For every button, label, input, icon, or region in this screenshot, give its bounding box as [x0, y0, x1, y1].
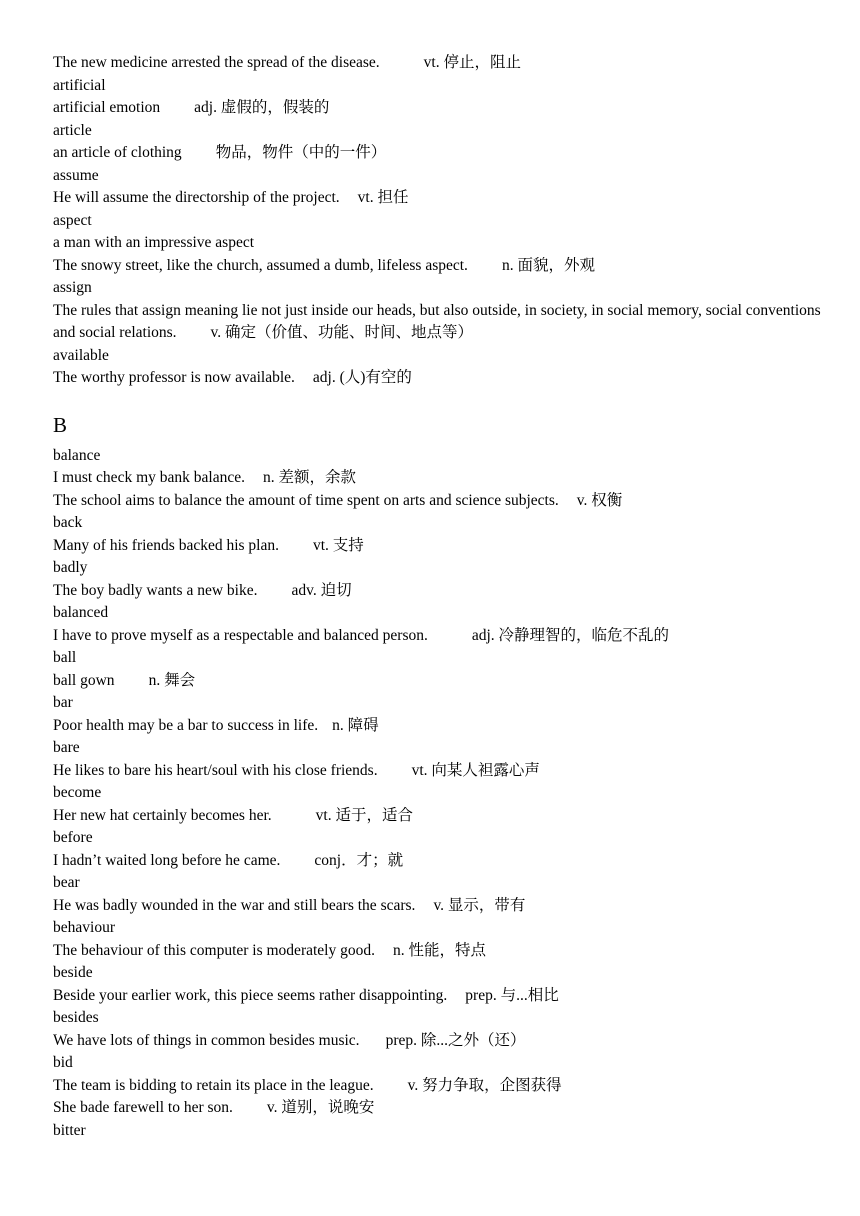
definition: vt. 适于，适合 [315, 806, 413, 824]
headword [53, 512, 833, 535]
definition: v. 显示，带有 [433, 896, 526, 914]
example-line [53, 467, 833, 490]
headword-text: badly [53, 559, 88, 576]
headword-text: balanced [53, 604, 109, 621]
headword-text: aspect [53, 211, 92, 229]
headword-text: balance [53, 446, 101, 464]
headword [53, 1120, 833, 1143]
headword-text: artificial [53, 76, 106, 94]
example-line [53, 670, 833, 693]
vocabulary-page [53, 52, 833, 1142]
example-sentence: I hadn’t waited long before he came. [53, 851, 281, 869]
headword-text: assign [53, 279, 92, 296]
headword-text: article [53, 121, 92, 139]
example-sentence: an article of clothing [53, 144, 182, 161]
example-sentence: We have lots of things in common besides music. [53, 1031, 360, 1049]
example-sentence: Beside your earlier work, this piece seems rather disappointing. [53, 986, 448, 1004]
example-line [53, 625, 833, 648]
section-a-entries [53, 52, 833, 390]
headword [53, 557, 833, 580]
definition: prep. 除...之外（还） [385, 1031, 526, 1049]
example-line [53, 255, 833, 278]
definition: conj．才；就 [314, 851, 404, 869]
headword-text: beside [53, 964, 93, 981]
definition: prep. 与...相比 [465, 986, 559, 1004]
headword [53, 210, 833, 233]
example-sentence: artificial emotion [53, 99, 161, 116]
example-sentence: The new medicine arrested the spread of the disease. [53, 54, 380, 71]
headword [53, 782, 833, 805]
definition: n. 差额，余款 [262, 469, 356, 486]
definition: n. 面貌，外观 [501, 256, 595, 274]
headword-text: become [53, 784, 102, 801]
headword [53, 120, 833, 143]
definition: vt. 支持 [313, 536, 364, 554]
headword-text: behaviour [53, 919, 115, 936]
headword [53, 827, 833, 850]
headword-text: available [53, 346, 109, 364]
example-sentence: He will assume the directorship of the project. [53, 189, 340, 206]
example-sentence: Her new hat certainly becomes her. [53, 806, 272, 824]
example-line [53, 580, 833, 603]
headword [53, 1007, 833, 1030]
headword [53, 917, 833, 940]
example-sentence: ball gown [53, 671, 115, 689]
example-sentence: Poor health may be a bar to success in life. [53, 716, 319, 734]
definition: adj. (人)有空的 [312, 369, 412, 386]
example-line [53, 805, 833, 828]
example-line [53, 187, 833, 210]
definition: adv. 迫切 [291, 581, 352, 599]
example-sentence: a man with an impressive aspect [53, 234, 255, 251]
example-sentence: She bade farewell to her son. [53, 1099, 233, 1116]
definition: v. 权衡 [576, 491, 623, 509]
definition: adj. 虚假的，假装的 [194, 99, 330, 116]
example-line [53, 97, 833, 120]
example-sentence: The worthy professor is now available. [53, 369, 295, 386]
headword-text: bid [53, 1054, 73, 1071]
headword [53, 1052, 833, 1075]
headword [53, 277, 833, 300]
definition: n. 舞会 [148, 671, 196, 689]
headword [53, 75, 833, 98]
example-sentence: He was badly wounded in the war and still bears the scars. [53, 896, 416, 914]
example-line [53, 52, 833, 75]
example-sentence: The rules that assign meaning lie not just inside our heads, but also outside, in society, in social memory, social conventions and social relations. [53, 301, 821, 341]
definition: v. 努力争取，企图获得 [407, 1076, 562, 1094]
headword [53, 165, 833, 188]
example-sentence: I must check my bank balance. [53, 469, 245, 486]
example-sentence: He likes to bare his heart/soul with his close friends. [53, 761, 378, 779]
definition: adj. 冷静理智的，临危不乱的 [471, 626, 670, 644]
headword [53, 445, 833, 468]
definition: 物品，物件（中的一件） [215, 144, 387, 161]
headword [53, 872, 833, 895]
example-line [53, 1097, 833, 1120]
example-sentence: The snowy street, like the church, assumed a dumb, lifeless aspect. [53, 256, 468, 274]
example-line [53, 535, 833, 558]
example-sentence: The team is bidding to retain its place in the league. [53, 1076, 374, 1094]
definition: v. 道别，说晚安 [266, 1099, 375, 1116]
example-sentence: The boy badly wants a new bike. [53, 581, 258, 599]
headword-text: before [53, 829, 93, 846]
headword [53, 737, 833, 760]
headword-text: bear [53, 874, 80, 891]
headword-text: bar [53, 694, 73, 711]
headword [53, 962, 833, 985]
headword-text: bare [53, 739, 80, 756]
headword [53, 345, 833, 368]
example-line [53, 232, 833, 255]
headword [53, 647, 833, 670]
example-line [53, 300, 833, 345]
headword [53, 692, 833, 715]
headword-text: besides [53, 1009, 99, 1026]
definition: vt. 担任 [357, 189, 409, 206]
example-line [53, 1075, 833, 1098]
example-line [53, 760, 833, 783]
section-b-entries [53, 445, 833, 1143]
definition: vt. 向某人袒露心声 [411, 761, 540, 779]
example-line [53, 850, 833, 873]
definition: v. 确定（价值、功能、时间、地点等） [210, 324, 474, 341]
section-heading-b: B [53, 412, 68, 437]
example-line [53, 367, 833, 390]
definition: n. 障碍 [332, 716, 379, 734]
headword-text: ball [53, 649, 77, 666]
example-line [53, 142, 833, 165]
example-line [53, 940, 833, 963]
definition: n. 性能，特点 [392, 941, 486, 959]
headword-text: bitter [53, 1121, 86, 1139]
example-sentence: Many of his friends backed his plan. [53, 536, 279, 554]
headword [53, 602, 833, 625]
example-line [53, 715, 833, 738]
headword-text: back [53, 514, 83, 531]
example-sentence: The behaviour of this computer is moderately good. [53, 941, 375, 959]
example-line [53, 1030, 833, 1053]
example-sentence: I have to prove myself as a respectable and balanced person. [53, 626, 428, 644]
headword-text: assume [53, 166, 99, 184]
definition: vt. 停止，阻止 [423, 54, 521, 71]
example-sentence: The school aims to balance the amount of time spent on arts and science subjects. [53, 491, 559, 509]
example-line [53, 895, 833, 918]
example-line [53, 985, 833, 1008]
example-line [53, 490, 833, 513]
